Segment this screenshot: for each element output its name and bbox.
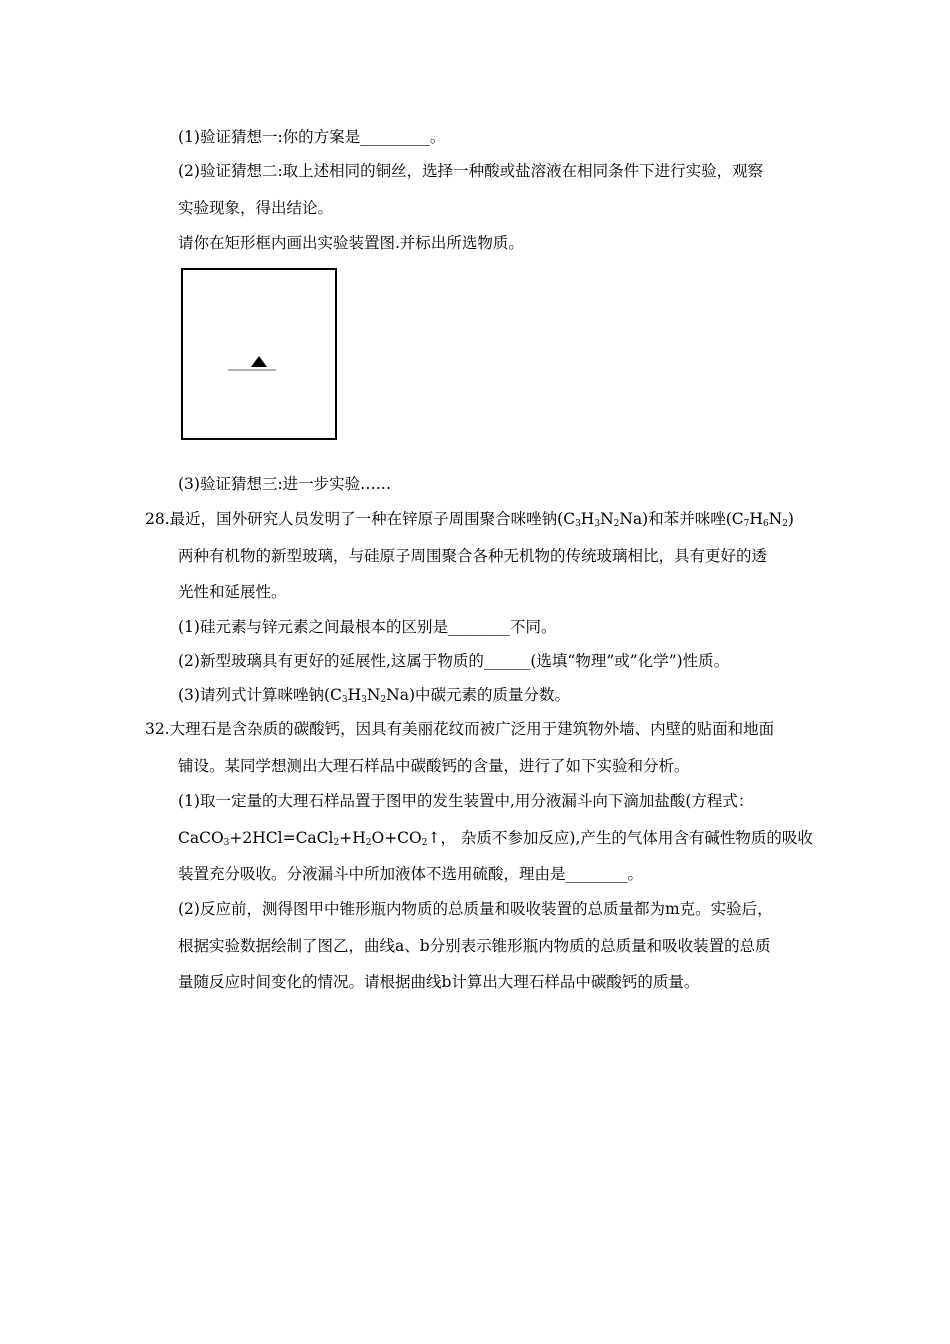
q27-instruction: 请你在矩形框内画出实验装置图.并标出所选物质。	[178, 234, 524, 252]
q27-part3: (3)验证猜想三:进一步实验……	[178, 475, 392, 493]
q27-part2-line1: (2)验证猜想二:取上述相同的铜丝，选择一种酸或盐溶液在相同条件下进行实验，观察	[178, 162, 764, 180]
q28-line1: 28.最近，国外研究人员发明了一种在锌原子周围聚合咪唑钠$(C_3H_3N_2Na)$和苯并咪唑$(C_7H_6N_2)$	[145, 510, 794, 529]
q28-part3: (3)请列式计算咪唑钠$(C_3H_3N_2Na)$中碳元素的质量分数。	[178, 686, 571, 705]
q32-equation-line: $CaCO_3+2HCl=CaCl_2+H_2O+CO_2↑$， 杂质不参加反应),产生的气体用含有碱性物质的吸收	[178, 829, 813, 848]
q32-part1-line1: (1)取一定量的大理石样品置于图甲的发生装置中,用分液漏斗向下滴加盐酸(方程式：	[178, 792, 754, 810]
q32-part2-line2: 根据实验数据绘制了图乙，曲线a、b分别表示锥形瓶内物质的总质量和吸收装置的总质	[178, 937, 771, 955]
q28-part2: (2)新型玻璃具有更好的延展性,这属于物质的______(选填“物理”或”化学”)性质。	[178, 652, 730, 670]
q28-line3: 光性和延展性。	[178, 583, 287, 601]
q28-part1: (1)硅元素与锌元素之间最根本的区别是________不同。	[178, 618, 557, 636]
q32-part2-line1: (2)反应前，测得图甲中锥形瓶内物质的总质量和吸收装置的总质量都为m克。实验后，	[178, 900, 773, 918]
q27-part1: (1)验证猜想一:你的方案是_________。	[178, 128, 446, 146]
q27-part2-line2: 实验现象，得出结论。	[178, 199, 334, 217]
q32-line2: 铺设。某同学想测出大理石样品中碳酸钙的含量，进行了如下实验和分析。	[178, 757, 690, 775]
drawing-box[interactable]	[181, 268, 337, 440]
q32-part1-line3: 装置充分吸收。分液漏斗中所加液体不选用硫酸，理由是________。	[178, 865, 644, 883]
q32-part2-line3: 量随反应时间变化的情况。请根据曲线b计算出大理石样品中碳酸钙的质量。	[178, 973, 700, 991]
q32-line1: 32.大理石是含杂质的碳酸钙，因具有美丽花纹而被广泛用于建筑物外墙、内壁的贴面和地面	[145, 720, 775, 738]
q28-line2: 两种有机物的新型玻璃，与硅原子周围聚合各种无机物的传统玻璃相比，具有更好的透	[178, 547, 768, 565]
balance-icon	[183, 270, 335, 438]
